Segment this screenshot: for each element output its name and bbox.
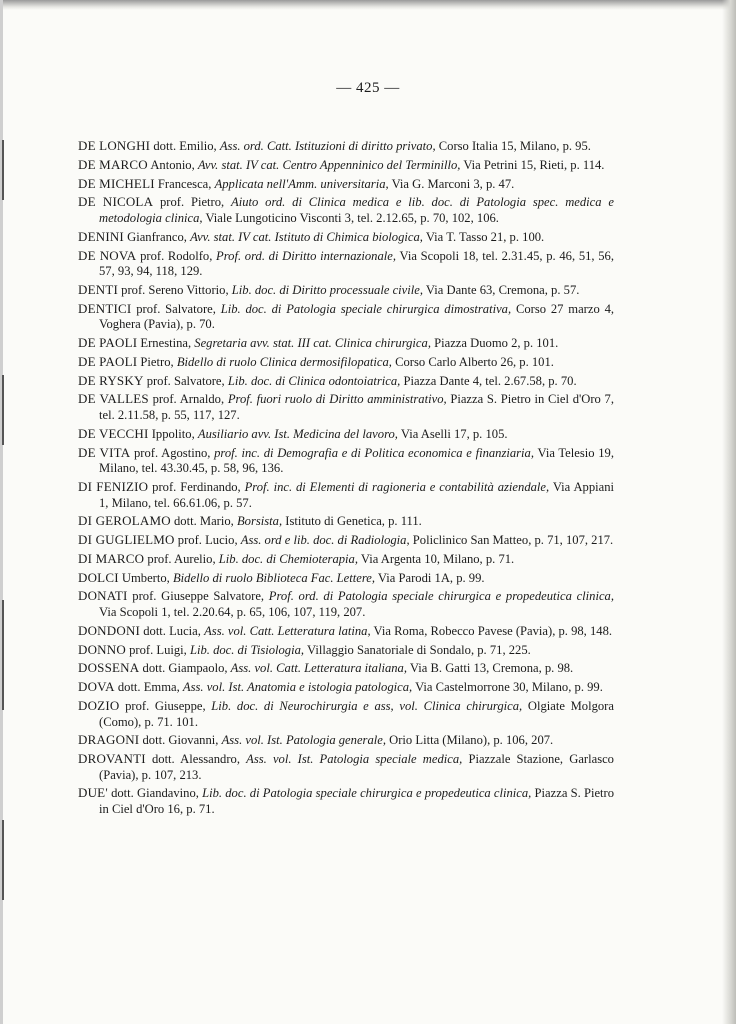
entry-name: DE MARCO xyxy=(78,156,148,172)
entry-address: Via Roma, Robecco Pavese (Pavia), p. 98, 148. xyxy=(373,623,613,638)
entry-role: Avv. stat. IV cat. Istituto di Chimica biologica, xyxy=(190,229,423,244)
directory-entry xyxy=(78,698,614,730)
entry-address: Viale Lungoticino Visconti 3, tel. 2.12.65, p. 70, 102, 106. xyxy=(205,210,499,225)
entry-address: Policlinico San Matteo, p. 71, 107, 217. xyxy=(412,533,614,548)
entry-role: Aiuto ord. di Clinica medica e lib. doc. di Patologia spec. medica e metodologia clinica, xyxy=(99,195,614,225)
entry-name: DI FENIZIO xyxy=(78,478,149,494)
directory-entry xyxy=(78,551,614,568)
entry-role: Borsista, xyxy=(236,514,283,529)
entry-address: Olgiate Molgora (Como), p. 71. 101. xyxy=(99,698,614,729)
directory-entry xyxy=(78,660,614,677)
entry-address: Via Castelmorrone 30, Milano, p. 99. xyxy=(415,680,603,695)
entry-person: Antonio, xyxy=(150,157,195,172)
entry-name: DONDONI xyxy=(78,622,141,638)
directory-entry xyxy=(78,282,614,299)
directory-entry xyxy=(78,335,614,352)
entry-role: Avv. stat. IV cat. Centro Appenninico del Terminillo, xyxy=(197,157,461,172)
directory-entry xyxy=(78,248,614,280)
directory-entry xyxy=(78,532,614,549)
directory-entries xyxy=(78,138,614,820)
entry-name: DOZIO xyxy=(78,697,120,713)
entry-name: DRAGONI xyxy=(78,732,140,748)
entry-person: Ippolito, xyxy=(151,426,195,441)
entry-name: DE LONGHI xyxy=(78,138,151,153)
entry-address: Corso Carlo Alberto 26, p. 101. xyxy=(395,354,554,369)
entry-address: Corso Italia 15, Milano, p. 95. xyxy=(438,139,591,153)
binding-mark xyxy=(2,140,4,200)
entry-role: Lib. doc. di Patologia speciale chirurgica dimostrativa, xyxy=(220,301,512,316)
entry-address: Corso 27 marzo 4, Voghera (Pavia), p. 70. xyxy=(99,301,615,332)
directory-entry xyxy=(78,426,614,443)
entry-role: Ausiliario avv. Ist. Medicina del lavoro, xyxy=(197,426,398,441)
entry-address: Piazza Dante 4, tel. 2.67.58, p. 70. xyxy=(403,373,577,388)
entry-role: Lib. doc. di Tisiologia, xyxy=(189,642,305,657)
entry-name: DI GUGLIELMO xyxy=(78,532,175,548)
page-number: — 425 — xyxy=(336,80,400,96)
entry-role: Lib. doc. di Patologia speciale chirurgica e propedeutica clinica, xyxy=(202,786,532,801)
directory-entry xyxy=(78,513,614,530)
entry-name: DONNO xyxy=(78,641,126,657)
entry-role: Ass. vol. Ist. Anatomia e istologia patologica, xyxy=(182,680,413,695)
entry-name: DE MICHELI xyxy=(78,175,155,191)
entry-name: DI GEROLAMO xyxy=(78,513,171,529)
directory-entry xyxy=(78,301,614,333)
scan-top-edge xyxy=(0,0,736,10)
entry-address: Via Petrini 15, Rieti, p. 114. xyxy=(463,157,605,172)
entry-person: prof. Agostino, xyxy=(133,445,211,460)
entry-address: Via Dante 63, Cremona, p. 57. xyxy=(425,282,580,297)
entry-person: Francesca, xyxy=(157,176,212,191)
entry-role: Ass. vol. Ist. Patologia generale, xyxy=(221,733,386,748)
entry-role: Ass. ord. Catt. Istituzioni di diritto privato, xyxy=(219,139,436,153)
entry-person: prof. Ferdinando, xyxy=(152,479,241,494)
entry-address: Via B. Gatti 13, Cremona, p. 98. xyxy=(409,661,574,676)
entry-name: DE PAOLI xyxy=(78,335,138,351)
entry-address: Piazza Duomo 2, p. 101. xyxy=(434,336,559,351)
entry-address: Via Scopoli 18, tel. 2.31.45, p. 46, 51, 56, 57, 93, 94, 118, 129. xyxy=(99,248,614,279)
directory-entry xyxy=(78,570,614,587)
entry-role: Bidello di ruolo Biblioteca Fac. Lettere, xyxy=(172,570,375,585)
entry-role: Prof. inc. di Elementi di ragioneria e contabilità aziendale, xyxy=(244,479,550,494)
entry-address: Via Appiani 1, Milano, tel. 66.61.06, p. 57. xyxy=(99,479,615,510)
entry-name: DI MARCO xyxy=(78,550,145,566)
entry-person: Gianfranco, xyxy=(127,229,187,244)
entry-person: prof. Salvatore, xyxy=(146,373,225,388)
directory-entry xyxy=(78,623,614,640)
directory-entry xyxy=(78,479,614,511)
binding-mark xyxy=(2,820,4,900)
directory-entry xyxy=(78,157,614,174)
entry-role: Lib. doc. di Diritto processuale civile, xyxy=(231,282,423,297)
entry-role: Lib. doc. di Clinica odontoiatrica, xyxy=(227,373,401,388)
entry-person: Pietro, xyxy=(140,354,174,369)
entry-address: Via Parodi 1A, p. 99. xyxy=(377,570,485,585)
entry-person: dott. Alessandro, xyxy=(151,752,240,767)
directory-entry xyxy=(78,373,614,390)
entry-role: Segretaria avv. stat. III cat. Clinica chirurgica, xyxy=(194,336,431,351)
directory-entry xyxy=(78,138,614,155)
entry-person: dott. Lucia, xyxy=(143,623,201,638)
directory-entry xyxy=(78,354,614,371)
entry-name: DE RYSKY xyxy=(78,372,144,388)
entry-person: Umberto, xyxy=(121,570,170,585)
entry-address: Via Argenta 10, Milano, p. 71. xyxy=(360,551,515,566)
entry-address: Via Scopoli 1, tel. 2.20.64, p. 65, 106, 107, 119, 207. xyxy=(99,605,366,619)
entry-address: Istituto di Genetica, p. 111. xyxy=(285,514,422,529)
entry-person: prof. Salvatore, xyxy=(136,301,216,316)
entry-address: Via Telesio 19, Milano, tel. 43.30.45, p. 58, 96, 136. xyxy=(99,445,614,476)
entry-person: prof. Luigi, xyxy=(129,642,187,657)
entry-address: Orio Litta (Milano), p. 106, 207. xyxy=(389,733,554,748)
entry-role: Prof. fuori ruolo di Diritto amministrativo, xyxy=(227,392,447,407)
entry-address: Via Aselli 17, p. 105. xyxy=(400,426,508,441)
entry-address: Via T. Tasso 21, p. 100. xyxy=(425,229,545,244)
entry-person: Ernestina, xyxy=(140,336,192,351)
entry-person: dott. Emma, xyxy=(117,680,180,695)
directory-entry xyxy=(78,176,614,193)
entry-address: Villaggio Sanatoriale di Sondalo, p. 71, 225. xyxy=(306,642,531,657)
entry-name: DOLCI xyxy=(78,569,119,585)
entry-name: DENTI xyxy=(78,281,118,297)
entry-person: prof. Arnaldo, xyxy=(152,392,225,407)
entry-role: Ass. vol. Ist. Patologia speciale medica, xyxy=(246,752,463,767)
entry-role: Lib. doc. di Chemioterapia, xyxy=(218,551,358,566)
entry-role: Bidello di ruolo Clinica dermosifilopatica, xyxy=(176,354,392,369)
entry-person: prof. Pietro, xyxy=(160,195,225,210)
directory-entry xyxy=(78,732,614,749)
entry-name: DE VALLES xyxy=(78,391,149,407)
entry-person: dott. Giovanni, xyxy=(142,733,219,748)
entry-name: DE VITA xyxy=(78,444,131,460)
entry-address: Piazza S. Pietro in Ciel d'Oro 7, tel. 2.11.58, p. 55, 117, 127. xyxy=(99,392,614,422)
entry-address: Piazzale Stazione, Garlasco (Pavia), p. 107, 213. xyxy=(99,752,614,782)
entry-person: prof. Rodolfo, xyxy=(140,248,213,263)
entry-person: prof. Giuseppe, xyxy=(125,698,206,713)
entry-role: Applicata nell'Amm. universitaria, xyxy=(214,176,389,191)
entry-name: DROVANTI xyxy=(78,751,146,767)
entry-name: DOSSENA xyxy=(78,660,140,676)
binding-mark xyxy=(2,600,4,710)
directory-entry xyxy=(78,588,614,620)
entry-role: Ass. vol. Catt. Letteratura latina, xyxy=(204,623,371,638)
entry-role: Lib. doc. di Neurochirurgia e ass, vol. Clinica chirurgica, xyxy=(211,698,523,713)
entry-person: dott. Giampaolo, xyxy=(142,661,228,676)
entry-role: Ass. ord e lib. doc. di Radiologia, xyxy=(240,533,410,548)
directory-entry xyxy=(78,445,614,477)
directory-entry xyxy=(78,785,614,817)
directory-entry xyxy=(78,194,614,226)
entry-role: Prof. ord. di Diritto internazionale, xyxy=(216,248,397,263)
entry-address: Piazza S. Pietro in Ciel d'Oro 16, p. 71. xyxy=(99,786,615,817)
entry-role: prof. inc. di Demografia e di Politica economica e finanziaria, xyxy=(214,445,535,460)
entry-name: DE PAOLI xyxy=(78,353,138,369)
entry-person: dott. Giandavino, xyxy=(111,786,199,801)
entry-name: DE NOVA xyxy=(78,247,137,263)
entry-name: DENTICI xyxy=(78,300,132,316)
entry-person: prof. Lucio, xyxy=(177,533,238,548)
entry-name: DE VECCHI xyxy=(78,425,149,441)
entry-person: dott. Emilio, xyxy=(153,139,217,153)
directory-entry xyxy=(78,229,614,246)
entry-name: DONATI xyxy=(78,588,128,604)
entry-name: DE NICOLA xyxy=(78,194,154,210)
entry-address: Via G. Marconi 3, p. 47. xyxy=(391,176,515,191)
entry-person: prof. Giuseppe Salvatore, xyxy=(132,589,265,604)
entry-role: Prof. ord. di Patologia speciale chirurgica e propedeutica clinica, xyxy=(268,589,615,604)
entry-person: prof. Sereno Vittorio, xyxy=(121,282,229,297)
entry-name: DENINI xyxy=(78,228,124,244)
entry-name: DOVA xyxy=(78,679,115,695)
entry-person: prof. Aurelio, xyxy=(147,551,216,566)
directory-entry xyxy=(78,751,614,783)
entry-name: DUE' xyxy=(78,785,108,801)
directory-entry xyxy=(78,642,614,659)
directory-entry xyxy=(78,679,614,696)
entry-person: dott. Mario, xyxy=(174,514,234,529)
binding-mark xyxy=(2,375,4,445)
entry-role: Ass. vol. Catt. Letteratura italiana, xyxy=(230,661,407,676)
directory-entry xyxy=(78,391,614,423)
scan-right-edge xyxy=(722,0,736,1024)
